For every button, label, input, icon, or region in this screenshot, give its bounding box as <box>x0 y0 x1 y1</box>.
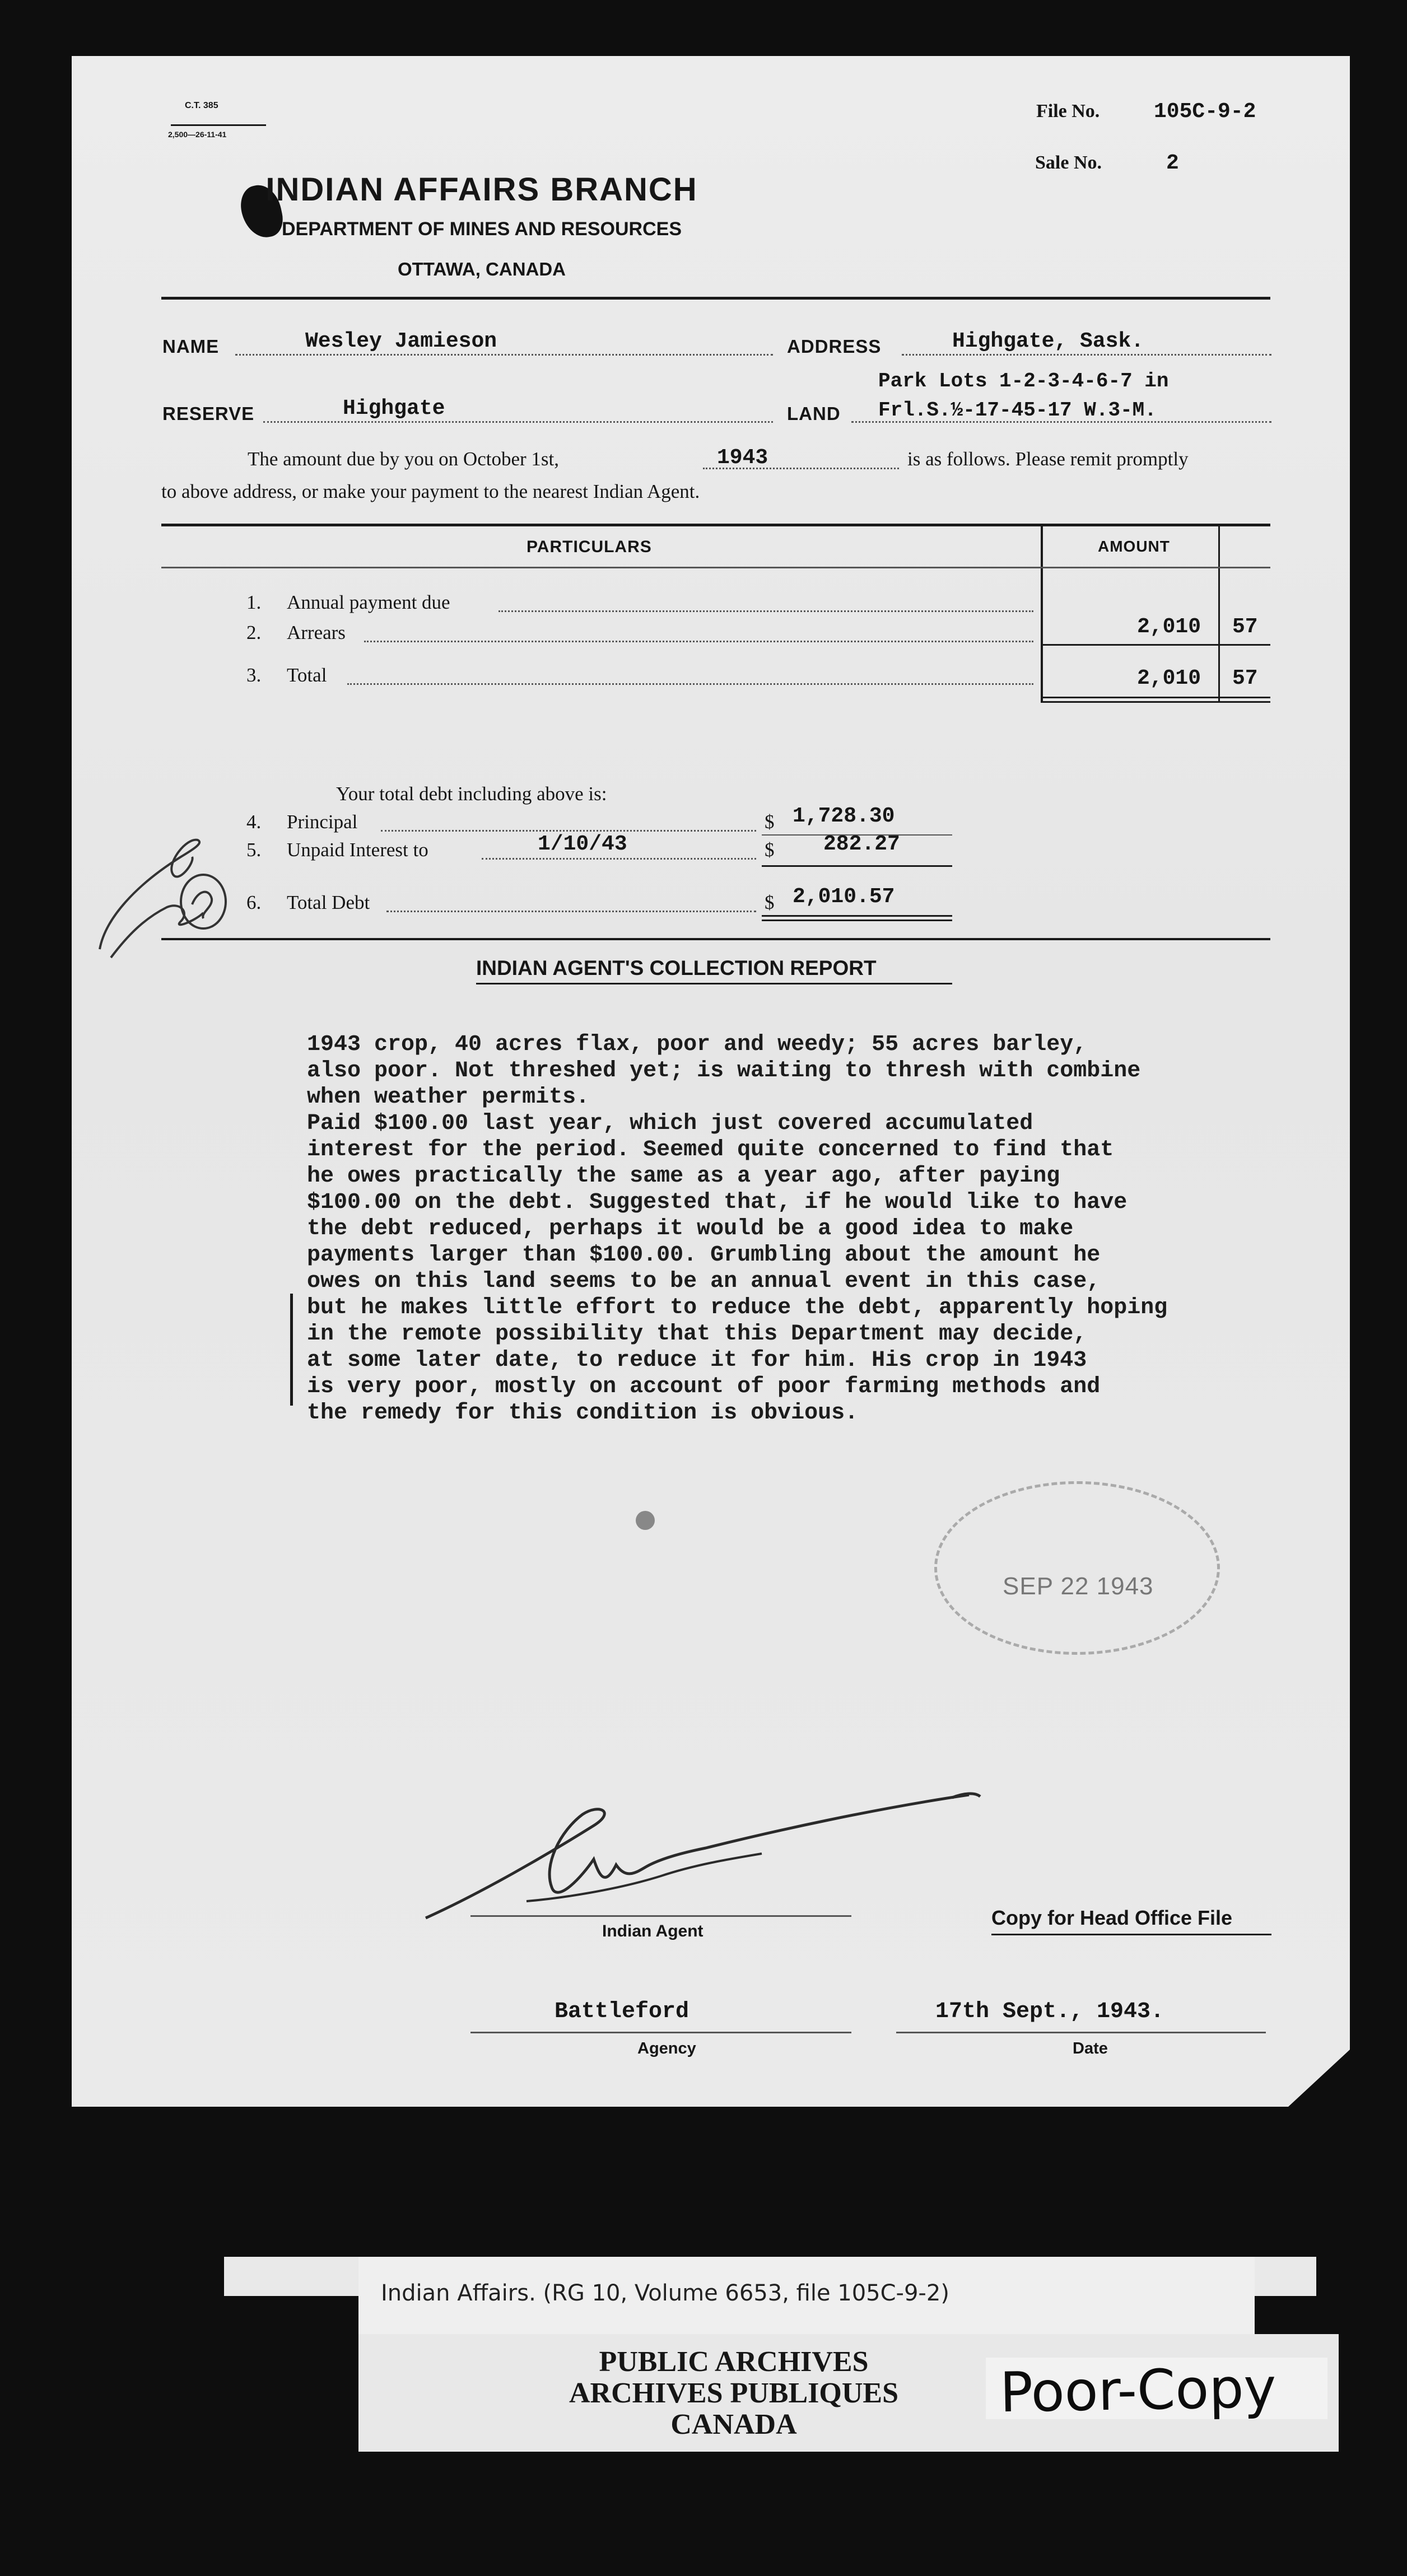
report-line: but he makes little effort to reduce the debt, apparently hoping <box>307 1295 1168 1320</box>
particulars-header: PARTICULARS <box>527 538 652 556</box>
report-line: at some later date, to reduce it for him. His crop in 1943 <box>307 1348 1087 1373</box>
report-line: the debt reduced, perhaps it would be a good idea to make <box>307 1216 1074 1242</box>
row2-cents: 57 <box>1232 615 1258 639</box>
amount-left-rule <box>1041 526 1043 702</box>
report-line: owes on this land seems to be an annual event in this case, <box>307 1269 1101 1294</box>
agent-signature <box>414 1792 997 1926</box>
report-line: is very poor, mostly on account of poor farming methods and <box>307 1374 1101 1399</box>
notice-prefix: The amount due by you on October 1st, <box>248 448 560 470</box>
total-double-rule-1 <box>1041 697 1270 698</box>
row1-number: 1. <box>246 591 262 613</box>
row2-number: 2. <box>246 622 262 643</box>
row1-label: Annual payment due <box>287 591 450 613</box>
address-label: ADDRESS <box>787 336 882 357</box>
signature-rule <box>470 1915 851 1917</box>
address-value: Highgate, Sask. <box>952 329 1144 353</box>
reserve-dotted-line <box>263 421 773 423</box>
section-divider-rule <box>161 938 1270 940</box>
archive-line2: ARCHIVES PUBLIQUES <box>569 2377 899 2409</box>
report-line: Paid $100.00 last year, which just covered accumulated <box>307 1111 1033 1136</box>
form-code-rule <box>171 124 266 126</box>
cents-divider-rule <box>1218 526 1220 702</box>
city-title: OTTAWA, CANADA <box>397 259 566 279</box>
agency-label: Agency <box>637 2040 696 2057</box>
row2-dollars: 2,010 <box>1137 615 1201 639</box>
land-dotted-line <box>851 421 1271 423</box>
report-line: the remedy for this condition is obvious. <box>307 1401 859 1426</box>
notice-suffix: is as follows. Please remit promptly <box>907 448 1189 470</box>
report-line: interest for the period. Seemed quite concerned to find that <box>307 1137 1114 1163</box>
total-double-rule-2 <box>1041 701 1270 703</box>
table-top-rule <box>161 524 1270 526</box>
department-title: DEPARTMENT OF MINES AND RESOURCES <box>281 218 682 240</box>
land-label: LAND <box>787 403 841 424</box>
total-debt-double-rule-1 <box>762 915 952 917</box>
report-line: payments larger than $100.00. Grumbling about the amount he <box>307 1243 1101 1268</box>
branch-title: INDIAN AFFAIRS BRANCH <box>265 171 698 208</box>
report-line: in the remote possibility that this Department may decide, <box>307 1322 1087 1347</box>
copy-note: Copy for Head Office File <box>991 1906 1233 1929</box>
date-rule <box>896 2032 1266 2033</box>
report-heading-underline <box>476 983 952 984</box>
report-line: $100.00 on the debt. Suggested that, if he would like to have <box>307 1190 1128 1215</box>
file-no-value: 105C-9-2 <box>1154 100 1256 124</box>
total-debt-currency: $ <box>765 892 775 913</box>
principal-number: 4. <box>246 811 262 833</box>
report-line: 1943 crop, 40 acres flax, poor and weedy; 55 acres barley, <box>307 1032 1087 1057</box>
indian-agent-label: Indian Agent <box>602 1922 704 1940</box>
name-dotted-line <box>235 354 773 356</box>
interest-dotted-line <box>482 858 756 860</box>
row3-dotted-line <box>347 683 1033 685</box>
row3-number: 3. <box>246 664 262 686</box>
archive-line3: CANADA <box>670 2409 797 2440</box>
principal-label: Principal <box>287 811 358 833</box>
debt-heading: Your total debt including above is: <box>336 783 607 805</box>
report-heading: INDIAN AGENT'S COLLECTION REPORT <box>476 956 877 979</box>
row3-dollars: 2,010 <box>1137 666 1201 690</box>
ink-dot <box>636 1511 655 1530</box>
row2-label: Arrears <box>287 622 346 643</box>
report-line: also poor. Not threshed yet; is waiting to thresh with combine <box>307 1058 1141 1084</box>
poor-copy-text: Poor-Copy <box>999 2356 1277 2425</box>
copy-note-rule <box>991 1934 1271 1935</box>
principal-dotted-line <box>381 830 756 832</box>
interest-sum-rule <box>762 865 952 867</box>
agency-value: Battleford <box>555 1999 689 2024</box>
name-value: Wesley Jamieson <box>305 329 497 353</box>
notice-year: 1943 <box>717 446 768 470</box>
date-value: 17th Sept., 1943. <box>935 1999 1164 2024</box>
total-debt-value: 2,010.57 <box>793 885 895 909</box>
archive-reference: Indian Affairs. (RG 10, Volume 6653, file 105C-9-2) <box>381 2280 949 2306</box>
report-line: he owes practically the same as a year ago, after paying <box>307 1164 1060 1189</box>
report-line: when weather permits. <box>307 1085 590 1110</box>
notice-line2: to above address, or make your payment to the nearest Indian Agent. <box>161 480 700 502</box>
form-code: C.T. 385 <box>185 101 218 110</box>
sale-no-label: Sale No. <box>1035 152 1102 173</box>
interest-date: 1/10/43 <box>538 832 627 856</box>
principal-value: 1,728.30 <box>793 804 895 828</box>
sale-no-value: 2 <box>1166 151 1179 175</box>
reserve-value: Highgate <box>343 396 445 421</box>
name-label: NAME <box>162 336 220 357</box>
table-header-rule <box>161 567 1270 568</box>
reserve-label: RESERVE <box>162 403 255 424</box>
form-print-run: 2,500—26-11-41 <box>168 130 227 139</box>
agency-rule <box>470 2032 851 2033</box>
interest-label: Unpaid Interest to <box>287 839 428 861</box>
address-dotted-line <box>902 354 1271 356</box>
interest-currency: $ <box>765 839 775 861</box>
amount-header: AMOUNT <box>1098 538 1170 555</box>
row3-label: Total <box>287 664 327 686</box>
header-rule <box>161 297 1270 300</box>
land-value-line2: Frl.S.½-17-45-17 W.3-M. <box>878 399 1157 422</box>
arrears-sum-rule <box>1043 644 1270 646</box>
total-debt-double-rule-2 <box>762 920 952 921</box>
entered-margin-note <box>83 823 251 969</box>
date-label: Date <box>1073 2040 1108 2057</box>
interest-number: 5. <box>246 839 262 861</box>
total-debt-number: 6. <box>246 892 262 913</box>
total-debt-label: Total Debt <box>287 892 370 913</box>
row3-cents: 57 <box>1232 666 1258 690</box>
land-value-line1: Park Lots 1-2-3-4-6-7 in <box>878 370 1169 393</box>
archive-line1: PUBLIC ARCHIVES <box>599 2346 869 2378</box>
principal-currency: $ <box>765 811 775 833</box>
row2-dotted-line <box>364 641 1033 642</box>
file-no-label: File No. <box>1036 101 1100 122</box>
total-debt-dotted-line <box>386 911 756 912</box>
received-stamp <box>934 1481 1220 1655</box>
margin-mark <box>290 1294 293 1406</box>
stamp-date: SEP 22 1943 <box>1003 1572 1154 1600</box>
interest-value: 282.27 <box>823 832 900 856</box>
row1-dotted-line <box>498 610 1033 612</box>
